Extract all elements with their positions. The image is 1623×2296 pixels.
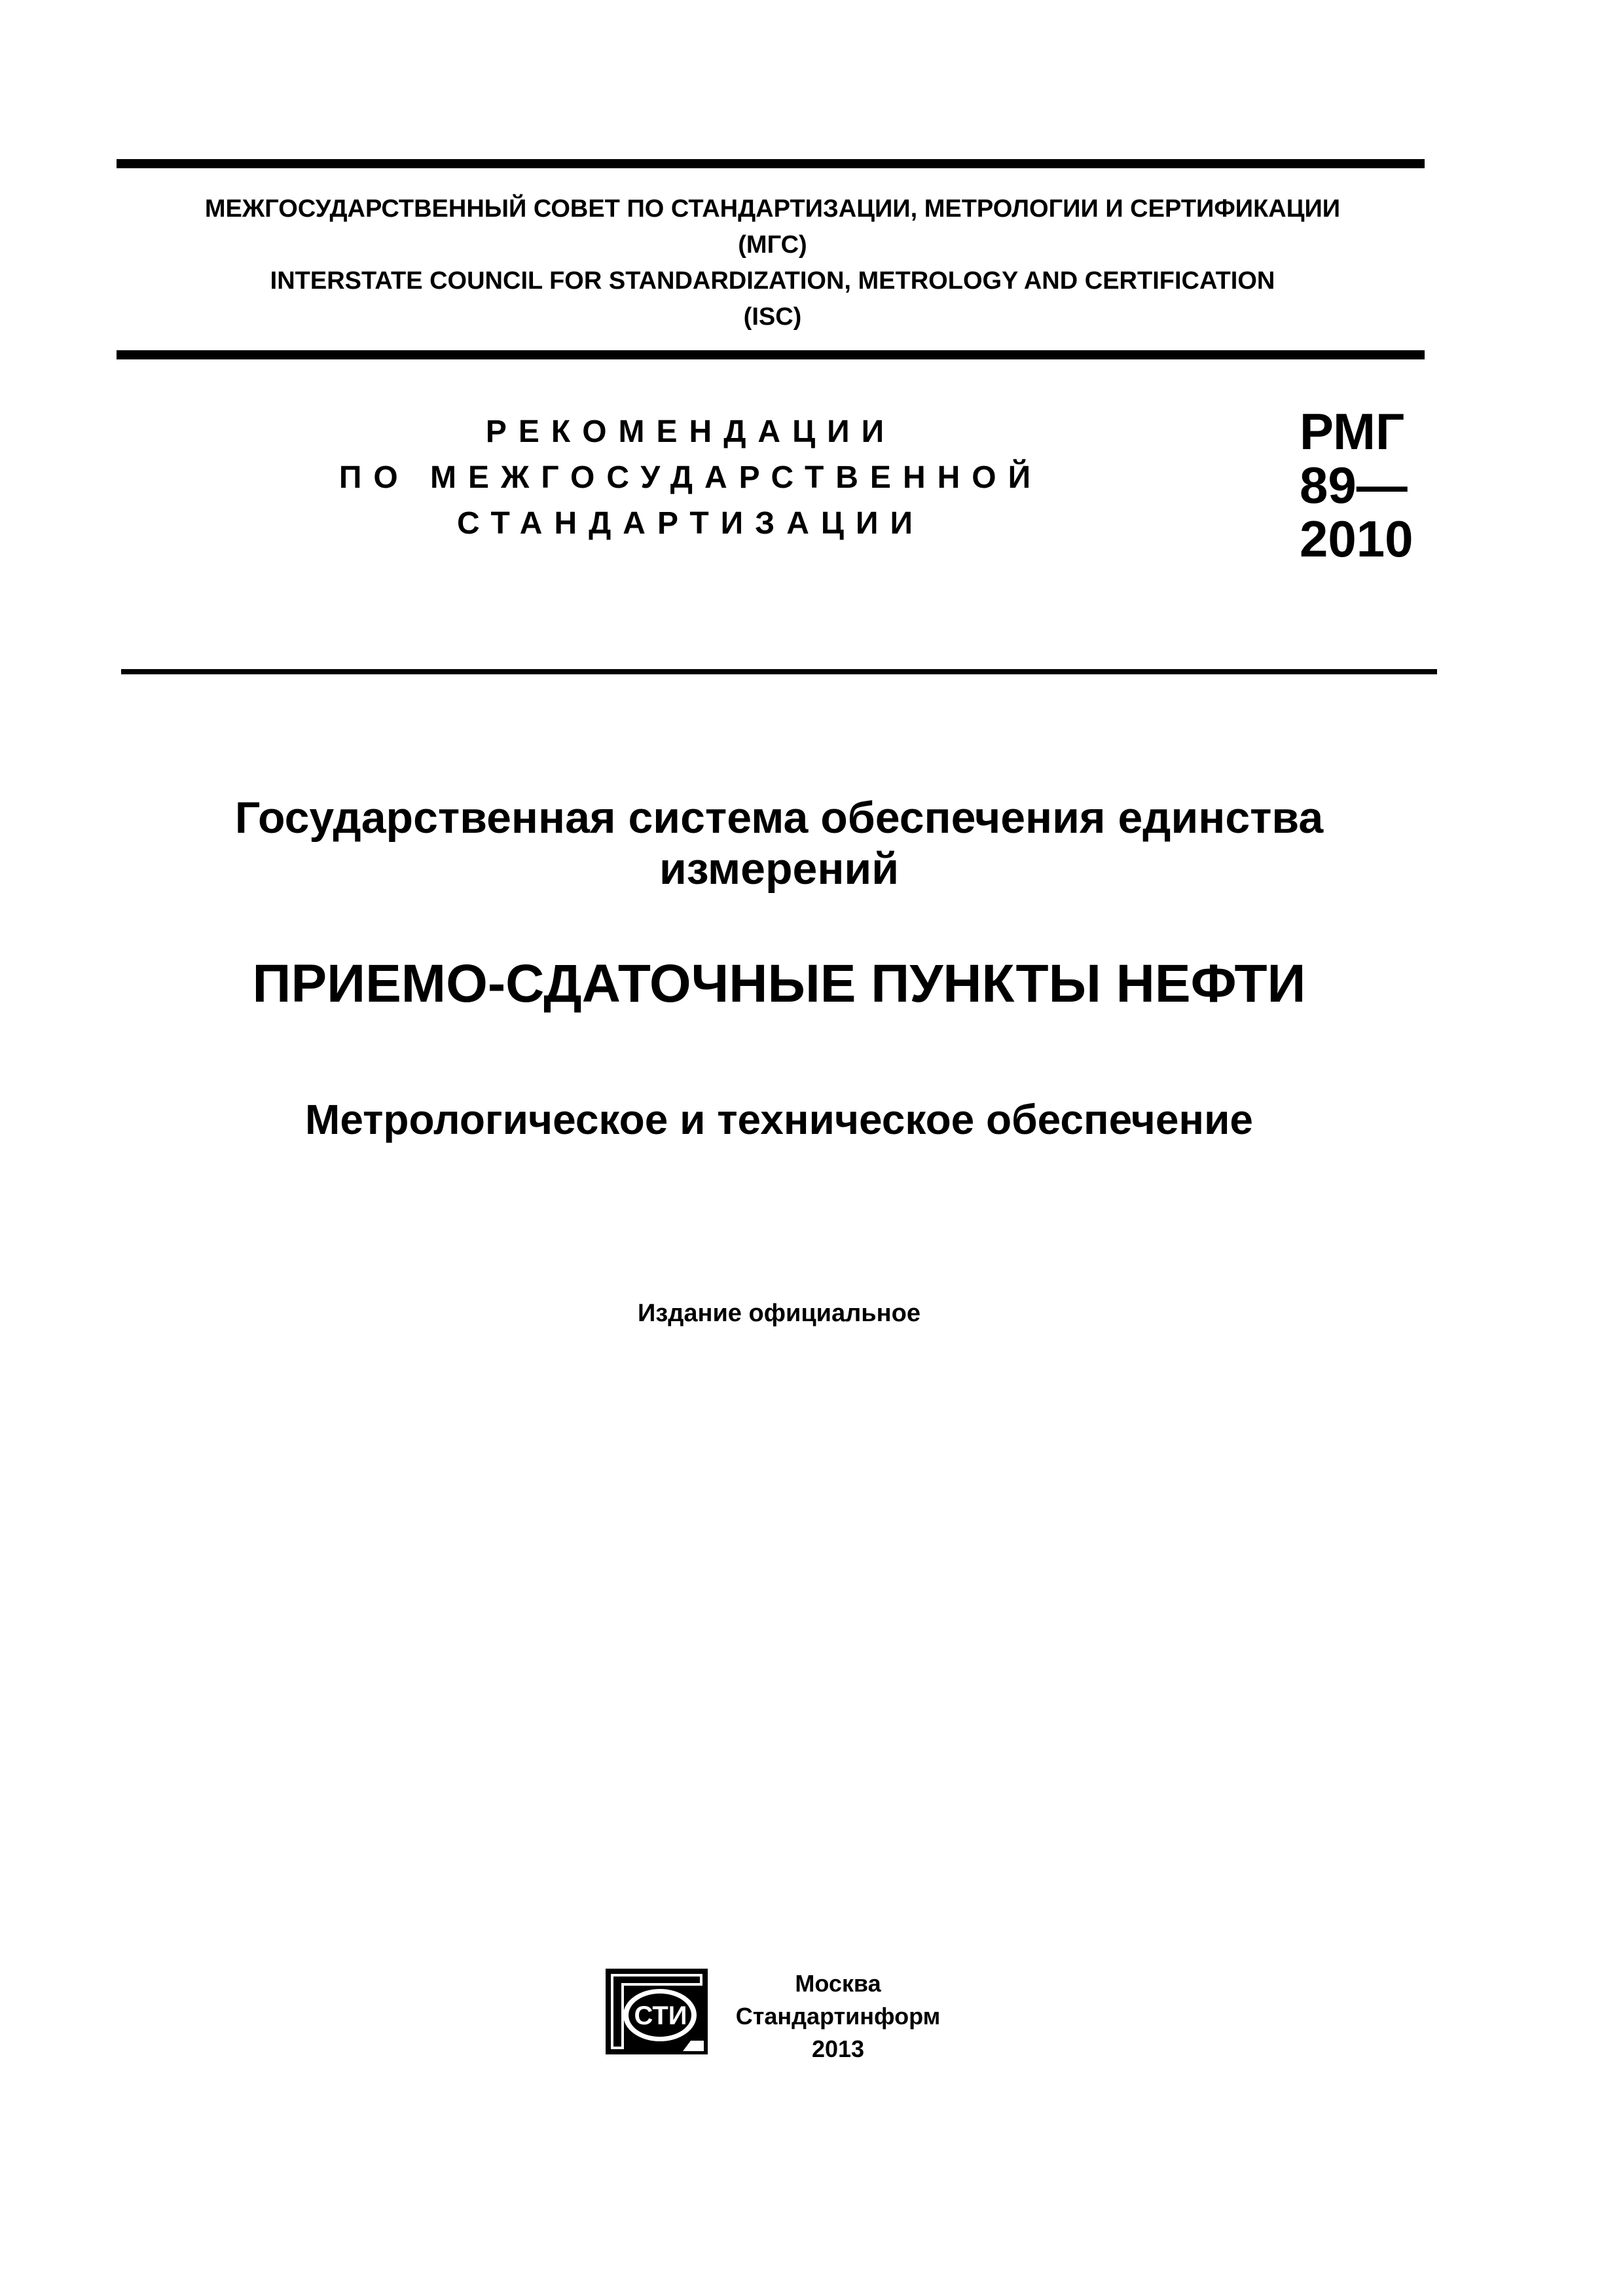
subtitle: Метрологическое и техническое обеспечение	[305, 1096, 1253, 1143]
code-prefix: РМГ	[1300, 403, 1405, 460]
council-abbr-ru: (МГС)	[738, 231, 807, 259]
recommendation-line-2: ПО МЕЖГОСУДАРСТВЕННОЙ	[338, 460, 1043, 495]
council-name-en: INTERSTATE COUNCIL FOR STANDARDIZATION, METROLOGY AND CERTIFICATION	[270, 267, 1275, 295]
council-header	[118, 191, 1427, 335]
recommendation-title	[314, 409, 1067, 547]
standartinform-logo-icon	[604, 1967, 709, 2056]
code-number: 89—	[1300, 456, 1408, 514]
council-rule	[117, 350, 1425, 359]
code-year: 2010	[1300, 510, 1413, 568]
recommendation-line-3: СТАНДАРТИЗАЦИИ	[457, 506, 924, 541]
main-title: ПРИЕМО-СДАТОЧНЫЕ ПУНКТЫ НЕФТИ	[252, 954, 1306, 1013]
logo-text: СТИ	[634, 2001, 687, 2030]
council-name-ru: МЕЖГОСУДАРСТВЕННЫЙ СОВЕТ ПО СТАНДАРТИЗАЦИИ, МЕТРОЛОГИИ И СЕРТИФИКАЦИИ	[204, 195, 1341, 223]
system-title: Государственная система обеспечения единства измерений	[234, 793, 1324, 894]
recommendation-line-1: РЕКОМЕНДАЦИИ	[485, 414, 896, 449]
publisher-block	[723, 1967, 953, 2066]
edition-label: Издание официальное	[638, 1300, 921, 1327]
top-rule	[117, 159, 1425, 168]
code-rule	[121, 669, 1437, 674]
document-code	[1300, 405, 1413, 566]
council-abbr-en: (ISC)	[743, 303, 802, 331]
publisher-city: Москва	[795, 1970, 881, 1997]
publisher-year: 2013	[811, 2035, 865, 2062]
publisher-name: Стандартинформ	[735, 2003, 941, 2030]
